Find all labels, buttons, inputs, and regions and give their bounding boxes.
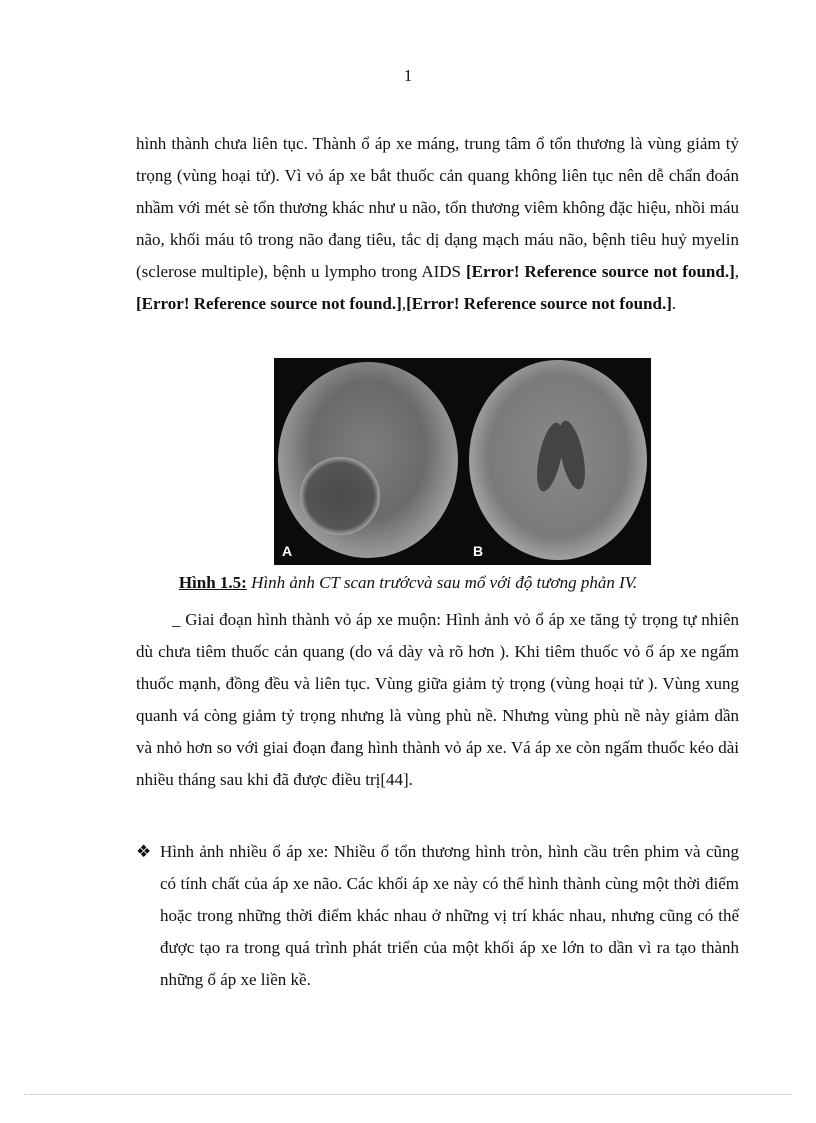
paragraph-1 [136, 128, 739, 320]
figure-caption [0, 573, 816, 593]
paragraph-2: _ Giai đoạn hình thành vỏ áp xe muộn: Hình ảnh vỏ ổ áp xe tăng tỷ trọng tự nhiên dù chưa tiêm thuốc cản quang (do vá dày và rõ hơn ). Khi tiêm thuốc vỏ ổ áp xe ngấm thuốc mạnh, đồng đều và liên tục. Vùng giữa giảm tỷ trọng (vùng hoại tử ). Vùng xung quanh vá còng giảm tỷ trọng nhưng là vùng phù nề. Nhưng vùng phù nề này giảm dần và nhỏ hơn so với giai đoạn đang hình thành vỏ áp xe. Vá áp xe còn ngấm thuốc kéo dài nhiều tháng sau khi đã được điều trị[44]. [136, 610, 739, 789]
caption-text: Hình ảnh CT scan trướcvà sau mổ với độ tương phản IV. [246, 573, 638, 592]
abscess-lesion [300, 457, 380, 535]
reference-error-3[interactable]: [Error! Reference source not found.] [406, 294, 672, 313]
panel-b-label: B [473, 543, 484, 559]
reference-error-2[interactable]: [Error! Reference source not found.] [136, 294, 402, 313]
page-bottom-divider [24, 1094, 792, 1095]
ct-scan-figure [274, 358, 651, 565]
bullet-text: Hình ảnh nhiều ổ áp xe: Nhiều ổ tổn thương hình tròn, hình cầu trên phim và cũng có tính chất của áp xe não. Các khối áp xe này có thể hình thành cùng một thời điểm hoặc trong những thời điểm khác nhau ở những vị trí khác nhau, nhưng cũng có thể được tạo ra trong quá trình phát triển của một khối áp xe lớn to dần vì ra tạo thành những ổ áp xe liền kề. [160, 842, 739, 989]
caption-label: Hình 1.5: [178, 573, 247, 592]
ct-scan-panel-b [469, 360, 647, 560]
panel-a-label: A [282, 543, 293, 559]
paragraph-1-end: . [671, 294, 677, 313]
diamond-bullet-icon: ❖ [136, 842, 152, 861]
ct-scan-panel-a [278, 362, 458, 558]
page-number: 1 [403, 66, 413, 85]
bullet-item [136, 836, 739, 996]
reference-separator-2: , [401, 294, 407, 313]
paragraph-1-text: hình thành chưa liên tục. Thành ổ áp xe máng, trung tâm ổ tổn thương là vùng giảm tỷ trọng (vùng hoại tử). Vì vỏ áp xe bắt thuốc cản quang không liên tục nên dễ chẩn đoán nhầm với mét sè tổn thương khác như u não, tổn thương viêm không đặc hiệu, nhồi máu não, khối máu tô trong não đang tiêu, tắc dị dạng mạch máu não, bệnh tiêu huỷ myelin (sclerose multiple), bệnh u lympho trong AIDS [136, 134, 739, 281]
reference-error-1[interactable]: [Error! Reference source not found.] [466, 262, 735, 281]
reference-separator-1: , [734, 262, 739, 281]
